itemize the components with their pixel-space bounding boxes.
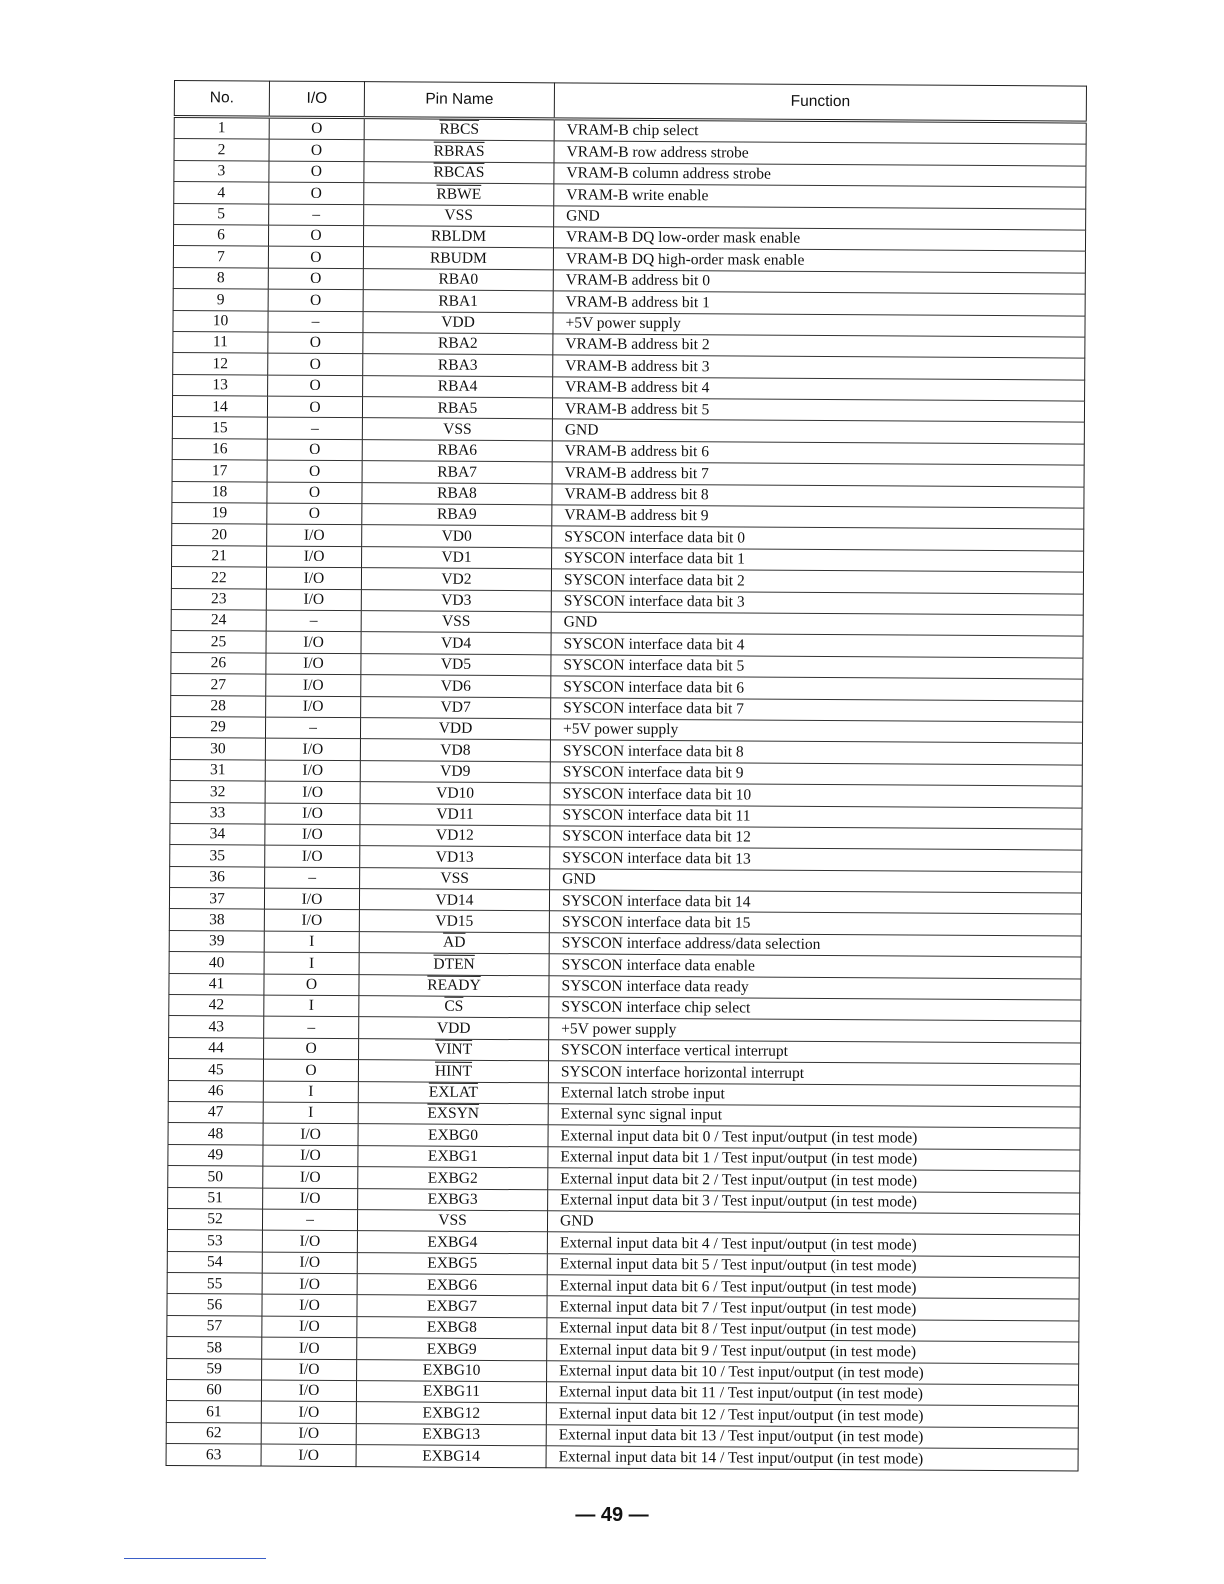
function-cell: GND	[547, 1211, 1079, 1236]
function-cell: External latch strobe input	[548, 1082, 1080, 1107]
function-cell: SYSCON interface data bit 9	[550, 762, 1082, 787]
function-cell: External input data bit 0 / Test input/output (in test mode)	[548, 1125, 1080, 1150]
pin-number-cell: 48	[168, 1123, 263, 1145]
function-cell: SYSCON interface horizontal interrupt	[548, 1061, 1080, 1086]
table-body	[166, 117, 1086, 1471]
io-cell: I/O	[263, 1188, 358, 1210]
pin-number-cell: 18	[172, 481, 267, 503]
io-cell: I/O	[267, 546, 362, 568]
pin-number-cell: 5	[174, 203, 269, 225]
header-function: Function	[554, 83, 1086, 122]
function-cell: External input data bit 12 / Test input/output (in test mode)	[546, 1403, 1078, 1428]
io-cell: O	[269, 139, 364, 161]
pin-number-cell: 42	[169, 995, 264, 1017]
io-cell: –	[262, 1209, 357, 1231]
footer-divider	[124, 1558, 266, 1559]
io-cell: I/O	[262, 1359, 357, 1381]
io-cell: O	[269, 117, 364, 140]
pin-name-cell: RBA0	[363, 268, 553, 291]
function-cell: VRAM-B address bit 3	[553, 355, 1085, 380]
function-cell: SYSCON interface address/data selection	[549, 933, 1081, 958]
io-cell: O	[267, 396, 362, 418]
pin-number-cell: 34	[170, 823, 265, 845]
io-cell: O	[268, 353, 363, 375]
pin-number-cell: 29	[170, 716, 265, 738]
io-cell: I/O	[263, 1166, 358, 1188]
pin-name-cell: VD0	[362, 525, 552, 548]
pin-name-cell: $\overline{CS}$	[359, 996, 549, 1019]
io-cell: I/O	[265, 760, 360, 782]
io-cell: I/O	[266, 589, 361, 611]
pin-name-cell: RBA5	[362, 397, 552, 420]
pin-name-cell: EXBG12	[356, 1402, 546, 1425]
io-cell: O	[267, 503, 362, 525]
function-cell: SYSCON interface data bit 6	[551, 676, 1083, 701]
table-row	[166, 1444, 1078, 1471]
pin-number-cell: 25	[171, 631, 266, 653]
pin-number-cell: 46	[168, 1080, 263, 1102]
io-cell: O	[268, 225, 363, 247]
function-cell: SYSCON interface data bit 15	[549, 911, 1081, 936]
function-cell: SYSCON interface vertical interrupt	[549, 1040, 1081, 1065]
function-cell: External input data bit 9 / Test input/output (in test mode)	[547, 1339, 1079, 1364]
pin-name-cell: VD10	[360, 782, 550, 805]
pin-number-cell: 40	[169, 952, 264, 974]
io-cell: –	[264, 1016, 359, 1038]
function-cell: SYSCON interface data bit 13	[550, 847, 1082, 872]
pin-name-cell: RBCAS	[364, 161, 554, 184]
pin-number-cell: 54	[167, 1251, 262, 1273]
io-cell: O	[268, 332, 363, 354]
pin-number-cell: 53	[167, 1230, 262, 1252]
function-cell: SYSCON interface data bit 14	[549, 890, 1081, 915]
pin-name-cell: VD2	[361, 568, 551, 591]
function-cell: VRAM-B column address strobe	[554, 163, 1086, 188]
pin-name-cell: VD13	[360, 846, 550, 869]
function-cell: VRAM-B address bit 7	[552, 462, 1084, 487]
io-cell: I/O	[266, 674, 361, 696]
pin-name-cell: RBA4	[363, 375, 553, 398]
pin-name-cell: VSS	[357, 1210, 547, 1233]
pin-number-cell: 26	[171, 652, 266, 674]
pin-number-cell: 21	[172, 545, 267, 567]
pin-number-cell: 7	[173, 246, 268, 268]
io-cell: –	[269, 204, 364, 226]
pin-number-cell: 61	[166, 1401, 261, 1423]
function-cell: GND	[550, 868, 1082, 893]
pin-number-cell: 15	[172, 417, 267, 439]
pin-name-cell: VD9	[360, 760, 550, 783]
function-cell: SYSCON interface data bit 12	[550, 826, 1082, 851]
pin-name-cell: RBA3	[363, 354, 553, 377]
pin-name-cell: EXSYN	[358, 1103, 548, 1126]
io-cell: I/O	[261, 1380, 356, 1402]
function-cell: SYSCON interface data bit 2	[551, 569, 1083, 594]
pin-number-cell: 47	[168, 1101, 263, 1123]
pin-number-cell: 62	[166, 1422, 261, 1444]
header-pin-name: Pin Name	[364, 82, 554, 119]
pin-name-cell: VSS	[360, 867, 550, 890]
io-cell: O	[268, 375, 363, 397]
pin-number-cell: 63	[166, 1444, 261, 1466]
pin-number-cell: 3	[174, 160, 269, 182]
pin-number-cell: 22	[171, 567, 266, 589]
io-cell: I/O	[265, 803, 360, 825]
pin-number-cell: 57	[167, 1315, 262, 1337]
io-cell: I/O	[266, 631, 361, 653]
function-cell: GND	[552, 419, 1084, 444]
pin-number-cell: 9	[173, 289, 268, 311]
pin-number-cell: 28	[171, 695, 266, 717]
pin-name-cell: HINT	[358, 1060, 548, 1083]
pin-name-cell: EXBG11	[356, 1381, 546, 1404]
pin-name-cell: EXBG2	[358, 1167, 548, 1190]
io-cell: I/O	[262, 1230, 357, 1252]
pin-number-cell: 41	[169, 973, 264, 995]
function-cell: External input data bit 4 / Test input/output (in test mode)	[547, 1232, 1079, 1257]
pin-number-cell: 6	[173, 224, 268, 246]
io-cell: I	[264, 995, 359, 1017]
pin-number-cell: 60	[166, 1380, 261, 1402]
io-cell: I/O	[264, 910, 359, 932]
io-cell: I/O	[262, 1252, 357, 1274]
function-cell: External input data bit 14 / Test input/output (in test mode)	[546, 1446, 1078, 1471]
function-cell: VRAM-B address bit 8	[552, 483, 1084, 508]
function-cell: SYSCON interface data bit 7	[551, 697, 1083, 722]
pin-number-cell: 1	[174, 117, 269, 140]
io-cell: I/O	[265, 845, 360, 867]
io-cell: I/O	[266, 567, 361, 589]
io-cell: I/O	[265, 738, 360, 760]
io-cell: –	[265, 717, 360, 739]
pin-number-cell: 37	[169, 888, 264, 910]
pin-number-cell: 43	[169, 1016, 264, 1038]
pin-number-cell: 4	[174, 182, 269, 204]
pin-name-cell: READY	[359, 974, 549, 997]
pin-number-cell: 52	[167, 1208, 262, 1230]
pin-name-cell: VD5	[361, 653, 551, 676]
function-cell: SYSCON interface data ready	[549, 975, 1081, 1000]
function-cell: +5V power supply	[549, 1018, 1081, 1043]
io-cell: O	[268, 268, 363, 290]
function-cell: SYSCON interface data bit 11	[550, 804, 1082, 829]
io-cell: O	[267, 482, 362, 504]
pin-name-cell: VDD	[363, 311, 553, 334]
pin-number-cell: 17	[172, 460, 267, 482]
function-cell: SYSCON interface data bit 5	[551, 655, 1083, 680]
io-cell: I/O	[262, 1337, 357, 1359]
pin-name-cell: RBA1	[363, 290, 553, 313]
io-cell: O	[269, 182, 364, 204]
function-cell: External input data bit 2 / Test input/output (in test mode)	[548, 1168, 1080, 1193]
pin-function-table	[166, 80, 1087, 1471]
pin-name-cell: EXBG0	[358, 1124, 548, 1147]
pin-name-cell: RBCS	[364, 118, 554, 142]
pin-number-cell: 31	[170, 759, 265, 781]
pin-number-cell: 32	[170, 781, 265, 803]
function-cell: SYSCON interface data bit 1	[552, 548, 1084, 573]
pin-number-cell: 35	[170, 845, 265, 867]
function-cell: VRAM-B row address strobe	[554, 141, 1086, 166]
io-cell: –	[267, 418, 362, 440]
pin-number-cell: 10	[173, 310, 268, 332]
pin-number-cell: 23	[171, 588, 266, 610]
io-cell: O	[267, 460, 362, 482]
io-cell: I/O	[265, 781, 360, 803]
io-cell: I/O	[266, 653, 361, 675]
pin-name-cell: RBWE	[364, 183, 554, 206]
io-cell: I/O	[263, 1145, 358, 1167]
function-cell: SYSCON interface data bit 3	[551, 590, 1083, 615]
pin-name-cell: VDD	[360, 718, 550, 741]
function-cell: External sync signal input	[548, 1104, 1080, 1129]
pin-number-cell: 55	[167, 1273, 262, 1295]
pin-name-cell: EXBG1	[358, 1145, 548, 1168]
io-cell: I/O	[265, 824, 360, 846]
pin-name-cell: VD3	[361, 589, 551, 612]
pin-name-cell: RBA6	[362, 440, 552, 463]
pin-number-cell: 13	[173, 374, 268, 396]
pin-name-cell: DTEN	[359, 953, 549, 976]
function-cell: VRAM-B DQ high-order mask enable	[553, 248, 1085, 273]
io-cell: –	[268, 311, 363, 333]
pin-name-cell: VINT	[359, 1038, 549, 1061]
function-cell: VRAM-B address bit 2	[553, 334, 1085, 359]
function-cell: GND	[551, 612, 1083, 637]
function-cell: +5V power supply	[553, 312, 1085, 337]
pin-number-cell: 20	[172, 524, 267, 546]
pin-name-cell: RBA7	[362, 461, 552, 484]
io-cell: O	[269, 161, 364, 183]
table-header-row	[174, 81, 1086, 123]
io-cell: I/O	[266, 696, 361, 718]
function-cell: SYSCON interface data bit 8	[550, 740, 1082, 765]
function-cell: SYSCON interface data bit 10	[550, 783, 1082, 808]
io-cell: O	[264, 1038, 359, 1060]
function-cell: SYSCON interface data enable	[549, 954, 1081, 979]
pin-name-cell: RBUDM	[363, 247, 553, 270]
pin-name-cell: RBRAS	[364, 140, 554, 163]
pin-name-cell: RBA9	[362, 504, 552, 527]
pin-name-cell: VD12	[360, 825, 550, 848]
function-cell: External input data bit 7 / Test input/output (in test mode)	[547, 1296, 1079, 1321]
pin-name-cell: VSS	[361, 611, 551, 634]
pin-number-cell: 36	[170, 866, 265, 888]
pin-number-cell: 30	[170, 738, 265, 760]
io-cell: O	[263, 1059, 358, 1081]
pin-number-cell: 59	[167, 1358, 262, 1380]
function-cell: VRAM-B address bit 5	[552, 398, 1084, 423]
io-cell: I/O	[263, 1123, 358, 1145]
pin-number-cell: 45	[168, 1059, 263, 1081]
io-cell: I	[263, 1081, 358, 1103]
pin-number-cell: 27	[171, 674, 266, 696]
pin-name-cell: VD4	[361, 632, 551, 655]
pin-name-cell: RBA8	[362, 482, 552, 505]
pin-name-cell: EXLAT	[358, 1081, 548, 1104]
io-cell: –	[266, 610, 361, 632]
pin-name-cell: $\overline{AD}$	[359, 931, 549, 954]
function-cell: SYSCON interface chip select	[549, 997, 1081, 1022]
io-cell: O	[268, 289, 363, 311]
io-cell: O	[267, 439, 362, 461]
io-cell: I/O	[267, 524, 362, 546]
io-cell: I/O	[261, 1401, 356, 1423]
header-io: I/O	[269, 81, 364, 118]
function-cell: SYSCON interface data bit 0	[552, 526, 1084, 551]
pin-name-cell: EXBG3	[358, 1188, 548, 1211]
page-number: — 49 —	[575, 1504, 649, 1526]
pin-name-cell: EXBG10	[357, 1359, 547, 1382]
pin-number-cell: 51	[168, 1187, 263, 1209]
pin-name-cell: VSS	[362, 418, 552, 441]
pin-number-cell: 38	[169, 909, 264, 931]
pin-name-cell: VD7	[361, 696, 551, 719]
pin-name-cell: VD8	[360, 739, 550, 762]
function-cell: VRAM-B DQ low-order mask enable	[553, 227, 1085, 252]
pin-number-cell: 44	[169, 1037, 264, 1059]
pin-number-cell: 11	[173, 331, 268, 353]
function-cell: VRAM-B chip select	[554, 119, 1086, 145]
function-cell: External input data bit 5 / Test input/output (in test mode)	[547, 1254, 1079, 1279]
pin-number-cell: 56	[167, 1294, 262, 1316]
pin-name-cell: VDD	[359, 1017, 549, 1040]
pin-name-cell: VD11	[360, 803, 550, 826]
pin-number-cell: 19	[172, 503, 267, 525]
pin-name-cell: VSS	[364, 204, 554, 227]
pin-name-cell: EXBG8	[357, 1317, 547, 1340]
io-cell: I/O	[261, 1444, 356, 1466]
function-cell: GND	[554, 205, 1086, 230]
function-cell: VRAM-B address bit 1	[553, 291, 1085, 316]
io-cell: I/O	[264, 888, 359, 910]
pin-number-cell: 16	[172, 438, 267, 460]
function-cell: VRAM-B address bit 4	[553, 377, 1085, 402]
pin-name-cell: RBA2	[363, 333, 553, 356]
pin-name-cell: VD14	[359, 889, 549, 912]
io-cell: I/O	[262, 1273, 357, 1295]
pin-name-cell: EXBG14	[356, 1445, 546, 1468]
pin-name-cell: VD1	[362, 546, 552, 569]
pin-number-cell: 58	[167, 1337, 262, 1359]
pin-number-cell: 49	[168, 1144, 263, 1166]
pin-name-cell: EXBG13	[356, 1423, 546, 1446]
pin-number-cell: 39	[169, 930, 264, 952]
function-cell: +5V power supply	[550, 719, 1082, 744]
io-cell: O	[268, 246, 363, 268]
pin-name-cell: VD15	[359, 910, 549, 933]
pin-name-cell: EXBG7	[357, 1295, 547, 1318]
io-cell: O	[264, 974, 359, 996]
pin-name-cell: EXBG6	[357, 1274, 547, 1297]
pin-name-cell: EXBG9	[357, 1338, 547, 1361]
pin-name-cell: RBLDM	[363, 226, 553, 249]
function-cell: External input data bit 8 / Test input/output (in test mode)	[547, 1318, 1079, 1343]
pin-number-cell: 24	[171, 609, 266, 631]
pin-number-cell: 8	[173, 267, 268, 289]
pin-number-cell: 2	[174, 139, 269, 161]
io-cell: I/O	[261, 1423, 356, 1445]
pin-table-section	[166, 80, 1104, 1471]
pin-name-cell: EXBG5	[357, 1252, 547, 1275]
io-cell: I	[264, 931, 359, 953]
function-cell: External input data bit 6 / Test input/output (in test mode)	[547, 1275, 1079, 1300]
io-cell: –	[265, 867, 360, 889]
function-cell: External input data bit 1 / Test input/output (in test mode)	[548, 1147, 1080, 1172]
pin-number-cell: 12	[173, 353, 268, 375]
function-cell: VRAM-B write enable	[554, 184, 1086, 209]
io-cell: I	[263, 1102, 358, 1124]
io-cell: I	[264, 952, 359, 974]
header-no: No.	[174, 81, 269, 118]
io-cell: I/O	[262, 1316, 357, 1338]
function-cell: VRAM-B address bit 6	[552, 441, 1084, 466]
function-cell: External input data bit 10 / Test input/output (in test mode)	[547, 1360, 1079, 1385]
io-cell: I/O	[262, 1295, 357, 1317]
pin-number-cell: 14	[172, 396, 267, 418]
function-cell: VRAM-B address bit 9	[552, 505, 1084, 530]
function-cell: VRAM-B address bit 0	[553, 270, 1085, 295]
function-cell: External input data bit 3 / Test input/output (in test mode)	[548, 1189, 1080, 1214]
function-cell: External input data bit 13 / Test input/output (in test mode)	[546, 1425, 1078, 1450]
pin-number-cell: 50	[168, 1166, 263, 1188]
function-cell: SYSCON interface data bit 4	[551, 633, 1083, 658]
function-cell: External input data bit 11 / Test input/output (in test mode)	[546, 1382, 1078, 1407]
pin-name-cell: EXBG4	[357, 1231, 547, 1254]
pin-name-cell: VD6	[361, 675, 551, 698]
pin-number-cell: 33	[170, 802, 265, 824]
